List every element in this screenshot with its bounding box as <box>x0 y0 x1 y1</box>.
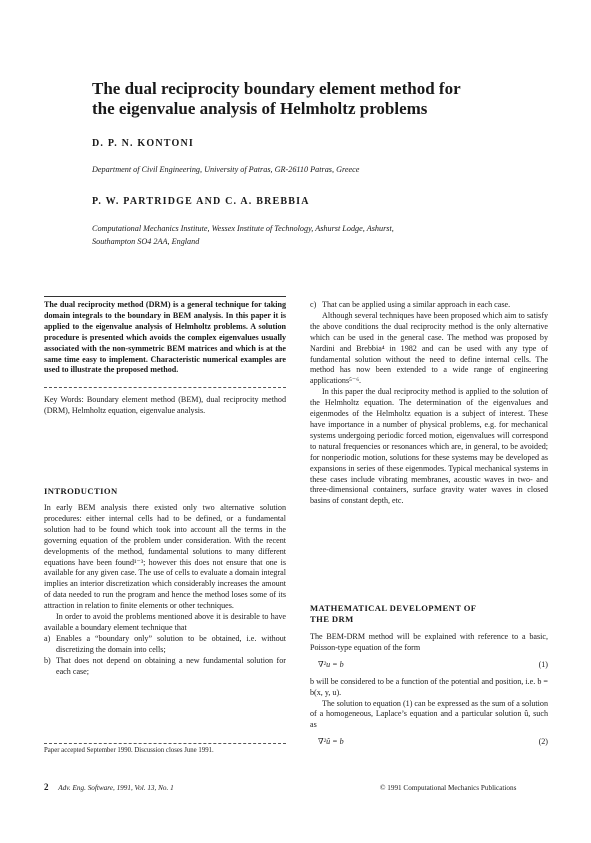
list-item-b-label: b) <box>44 655 51 665</box>
introduction-right-column <box>310 300 548 507</box>
abstract-top-rule <box>44 296 286 297</box>
page-footer-left <box>44 782 174 792</box>
affiliation-wessex-line-1: Computational Mechanics Institute, Wessex Institute of Technology, Ashurst Lodge, Ashurst, <box>92 224 394 233</box>
introduction-heading: INTRODUCTION <box>44 486 118 496</box>
author-kontoni: D. P. N. KONTONI <box>92 138 194 149</box>
title-line-2: the eigenvalue analysis of Helmholtz problems <box>92 99 428 118</box>
copyright: © 1991 Computational Mechanics Publications <box>380 784 517 792</box>
math-heading-line-1: MATHEMATICAL DEVELOPMENT OF <box>310 603 477 613</box>
math-paragraph-2: b will be considered to be a function of the potential and position, i.e. b = b(x, y, u). <box>310 676 548 697</box>
equation-2-body: ∇²û = b <box>318 737 344 747</box>
list-item-a-text: Enables a “boundary only” solution to be obtained, i.e. without discretizing the domain into cells; <box>56 633 286 654</box>
abstract-bottom-rule <box>44 387 286 388</box>
affiliation-wessex <box>92 222 394 248</box>
intro-paragraph-4: In this paper the dual reciprocity method is applied to the solution of the Helmholtz equation. The determination of the eigenvalues and eigenmodes of the Helmholtz equation is a subject of interest. These have importance in a number of physical problems, e.g. for mechanical systems undergoing periodic forced motion, eigenvalues will correspond to natural frequencies or resonances which are, in general, to be avoided; for nonperiodic motion, solutions for these systems may be developed as expansions in series of these eigenmodes. Typical mechanical systems in these cases include vibrating membranes, acoustic waves in two- and three-dimensional containers, surface gravity water waves in closed basins of constant depth, etc. <box>310 387 548 506</box>
author-partridge-brebbia: P. W. PARTRIDGE AND C. A. BREBBIA <box>92 196 310 207</box>
page-number: 2 <box>44 782 49 792</box>
list-item-b-text: That does not depend on obtaining a new fundamental solution for each case; <box>56 655 286 676</box>
list-item-c-label: c) <box>310 300 317 309</box>
footnote: Paper accepted September 1990. Discussion closes June 1991. <box>44 747 214 754</box>
math-section <box>310 632 548 754</box>
title-line-1: The dual reciprocity boundary element method for <box>92 79 461 98</box>
list-item-c <box>310 300 548 311</box>
equation-2 <box>310 737 548 748</box>
list-item-a <box>44 634 286 656</box>
equation-2-number: (2) <box>538 737 548 747</box>
affiliation-patras: Department of Civil Engineering, University of Patras, GR-26110 Patras, Greece <box>92 165 360 174</box>
equation-1 <box>310 660 548 671</box>
list-item-c-text: That can be applied using a similar approach in each case. <box>322 300 511 309</box>
intro-paragraph-2: In order to avoid the problems mentioned above it is desirable to have available a boundary element technique that <box>44 612 286 632</box>
affiliation-wessex-line-2: Southampton SO4 2AA, England <box>92 237 200 246</box>
journal-reference: Adv. Eng. Software, 1991, Vol. 13, No. 1 <box>58 784 174 792</box>
math-heading-line-2: THE DRM <box>310 614 354 624</box>
math-heading <box>310 603 476 625</box>
paper-title <box>92 79 532 119</box>
keywords: Key Words: Boundary element method (BEM), dual reciprocity method (DRM), Helmholtz equation, eigenvalue analysis. <box>44 395 286 415</box>
math-paragraph-1: The BEM-DRM method will be explained with reference to a basic, Poisson-type equation of the form <box>310 632 548 652</box>
equation-1-number: (1) <box>538 659 548 669</box>
equation-1-body: ∇²u = b <box>318 659 344 669</box>
intro-paragraph-3: Although several techniques have been proposed which aim to satisfy the above conditions the dual reciprocity method is the only alternative which can be used in the general case. The method was proposed by Nardini and Brebbia⁴ in 1982 and can be used with any type of fundamental solution without the need to define internal cells. The method has now been extended to a wide range of engineering applications⁵⁻⁶. <box>310 310 548 386</box>
list-item-a-label: a) <box>44 633 51 643</box>
list-item-b <box>44 656 286 678</box>
footnote-rule <box>44 743 286 744</box>
introduction-left-column <box>44 503 286 678</box>
math-paragraph-3: The solution to equation (1) can be expressed as the sum of a solution of a homogeneous, Laplace’s equation and a particular solution û, such as <box>310 698 548 730</box>
intro-paragraph-1: In early BEM analysis there existed only two alternative solution procedures: either internal cells had to be defined, or a fundamental solution had to be found which took into account all the terms in the governing equation of the problem under consideration. With the recent developments of the method, fundamental solutions to many different equations have been found¹⁻³; however this does not ensure that one is available for any given case. The use of cells to evaluate a domain integral implies an interior discretization which considerably increases the amount of data needed to run the program and hence the method loses some of its attraction in relation to finite elements or other techniques. <box>44 503 286 611</box>
abstract: The dual reciprocity method (DRM) is a general technique for taking domain integrals to the boundary in BEM analysis. In this paper it is applied to the eigenvalue analysis of Helmholtz problems. A solution procedure is presented which avoids the complex eigenvalues usually associated with the non-symmetric BEM matrices and which is at the same time easy to implement. Characteristic numerical examples are used to illustrate the proposed method. <box>44 300 286 375</box>
